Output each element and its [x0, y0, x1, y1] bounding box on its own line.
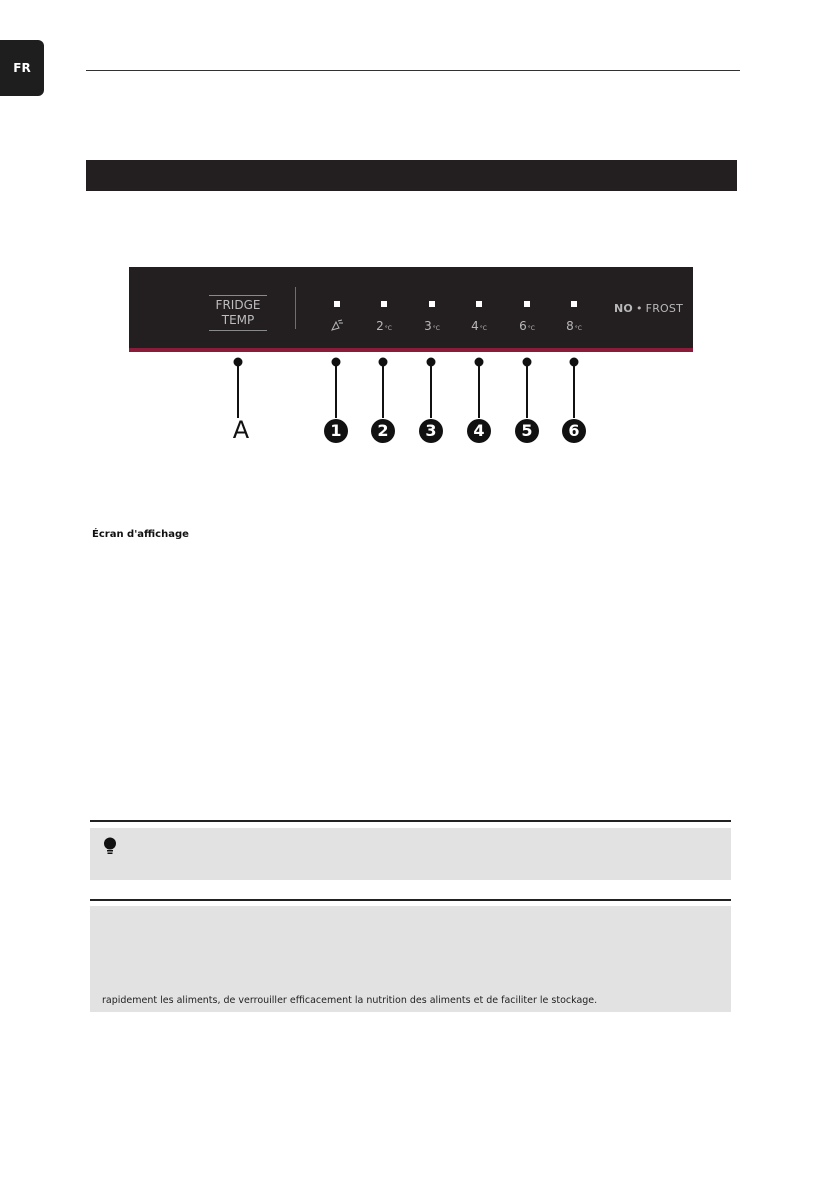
callout-5: 5: [515, 419, 539, 443]
temp-unit: °C: [574, 325, 582, 332]
temp-unit: °C: [432, 325, 440, 332]
temp-value: 6: [519, 319, 527, 333]
display-caption: Écran d'affichage: [92, 529, 189, 540]
info-note-box: [90, 906, 731, 1012]
temp-value: 8: [566, 319, 574, 333]
temp-unit: °C: [384, 325, 392, 332]
callout-1: 1: [324, 419, 348, 443]
callout-6: 6: [562, 419, 586, 443]
temp-value: 2: [376, 319, 384, 333]
temp-unit: °C: [479, 325, 487, 332]
tip-note-rule: [90, 820, 731, 822]
temp-value: 3: [424, 319, 432, 333]
brand-separator: •: [635, 302, 643, 315]
info-note-text: rapidement les aliments, de verrouiller efficacement la nutrition des aliments et de faciliter le stockage.: [102, 995, 598, 1006]
info-note-rule: [90, 899, 731, 901]
brand-no: NO: [614, 302, 633, 315]
callout-leader-lines: [0, 0, 822, 460]
lightbulb-icon: [103, 837, 117, 855]
temp-unit: °C: [527, 325, 535, 332]
callout-a: A: [232, 416, 250, 444]
temp-value: 4: [471, 319, 479, 333]
fridge-label-line2: TEMP: [221, 313, 255, 327]
callout-4: 4: [467, 419, 491, 443]
callout-2: 2: [371, 419, 395, 443]
fridge-label-line1: FRIDGE: [215, 298, 261, 312]
tip-note-box: [90, 828, 731, 880]
language-tab-label: FR: [13, 61, 31, 75]
callout-3: 3: [419, 419, 443, 443]
brand-frost: FROST: [645, 302, 684, 315]
